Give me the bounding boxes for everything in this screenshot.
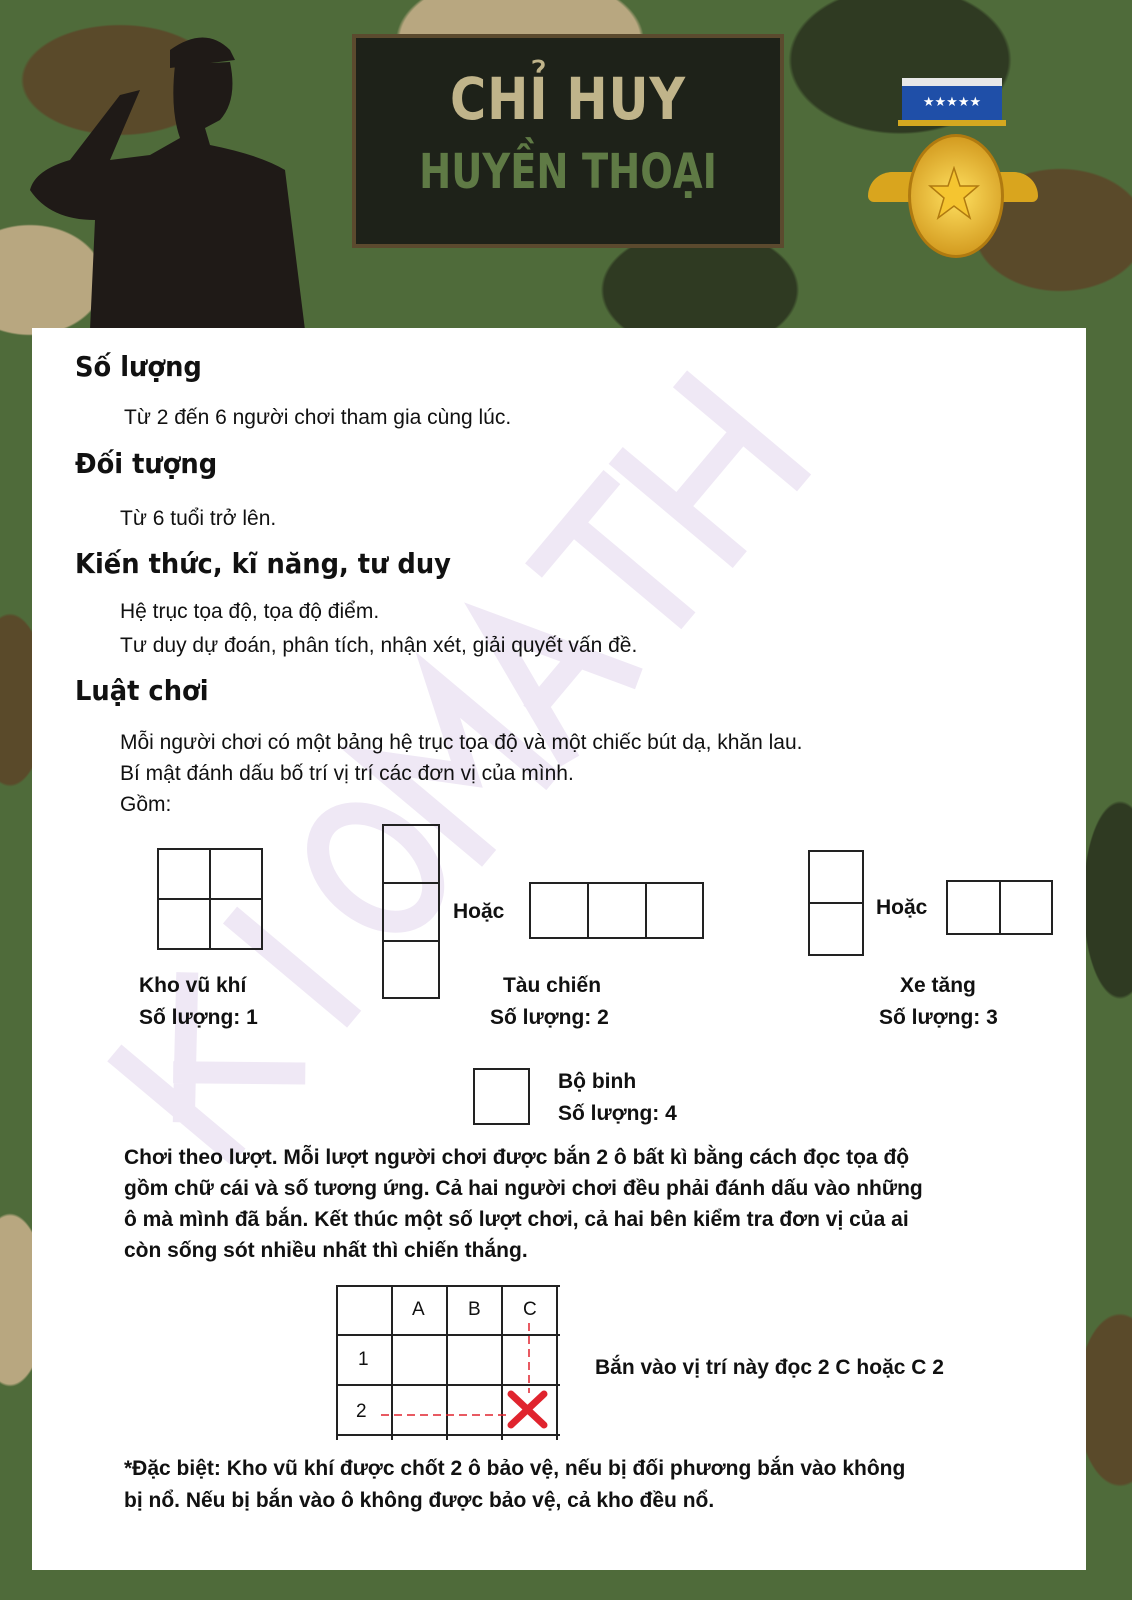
rules-line: Bí mật đánh dấu bố trí vị trí các đơn vị của mình. — [120, 762, 574, 785]
heading-rules: Luật chơi — [75, 674, 209, 707]
col-header: A — [412, 1299, 425, 1320]
armory-count: Số lượng: 1 — [139, 1006, 258, 1029]
tank-count: Số lượng: 3 — [879, 1006, 998, 1029]
rules-line: Mỗi người chơi có một bảng hệ trục tọa độ và một chiếc bút dạ, khăn lau. — [120, 731, 803, 754]
heading-audience: Đối tượng — [75, 447, 218, 480]
note-line: bị nổ. Nếu bị bắn vào ô không được bảo vệ, cả kho đều nổ. — [124, 1489, 715, 1512]
infantry-count: Số lượng: 4 — [558, 1102, 677, 1125]
note-line: *Đặc biệt: Kho vũ khí được chốt 2 ô bảo vệ, nếu bị đối phương bắn vào không — [124, 1457, 906, 1480]
col-header: C — [523, 1299, 537, 1320]
medal-icon — [868, 72, 1038, 257]
rules-line: Gồm: — [120, 793, 172, 816]
warship-or: Hoặc — [453, 900, 505, 923]
skills-line: Hệ trục tọa độ, tọa độ điểm. — [120, 600, 380, 623]
heading-skills: Kiến thức, kĩ năng, tư duy — [75, 547, 451, 580]
warship-count: Số lượng: 2 — [490, 1006, 609, 1029]
col-header: B — [468, 1299, 481, 1320]
tank-or: Hoặc — [876, 896, 928, 919]
play-line: còn sống sót nhiều nhất thì chiến thắng. — [124, 1239, 528, 1262]
warship-name: Tàu chiến — [503, 974, 602, 997]
audience-text: Từ 6 tuổi trở lên. — [120, 507, 277, 530]
example-caption: Bắn vào vị trí này đọc 2 C hoặc C 2 — [595, 1356, 944, 1379]
row-header: 1 — [358, 1349, 369, 1370]
infantry-name: Bộ binh — [558, 1070, 637, 1093]
row-header: 2 — [356, 1401, 367, 1422]
play-line: Chơi theo lượt. Mỗi lượt người chơi được bắn 2 ô bất kì bằng cách đọc tọa độ — [124, 1146, 910, 1169]
title-board — [352, 34, 784, 248]
play-line: ô mà mình đã bắn. Kết thúc một số lượt chơi, cả hai bên kiểm tra đơn vị của ai — [124, 1208, 909, 1231]
infantry-shape — [473, 1068, 530, 1125]
title-line-2: HUYỀN THOẠI — [419, 144, 717, 200]
play-line: gồm chữ cái và số tương ứng. Cả hai người chơi đều phải đánh dấu vào những — [124, 1177, 923, 1200]
title-line-1: CHỈ HUY — [450, 65, 686, 133]
hit-mark-icon — [511, 1394, 544, 1425]
medal-star-icon — [926, 166, 982, 222]
skills-line: Tư duy dự đoán, phân tích, nhận xét, giải quyết vấn đề. — [120, 634, 638, 657]
medal-ribbon: ★★★★★ — [902, 78, 1002, 120]
heading-players: Số lượng — [75, 350, 202, 383]
saluting-soldier-silhouette — [30, 20, 320, 330]
armory-name: Kho vũ khí — [139, 974, 247, 997]
tank-name: Xe tăng — [900, 974, 976, 997]
players-text: Từ 2 đến 6 người chơi tham gia cùng lúc. — [124, 406, 512, 429]
